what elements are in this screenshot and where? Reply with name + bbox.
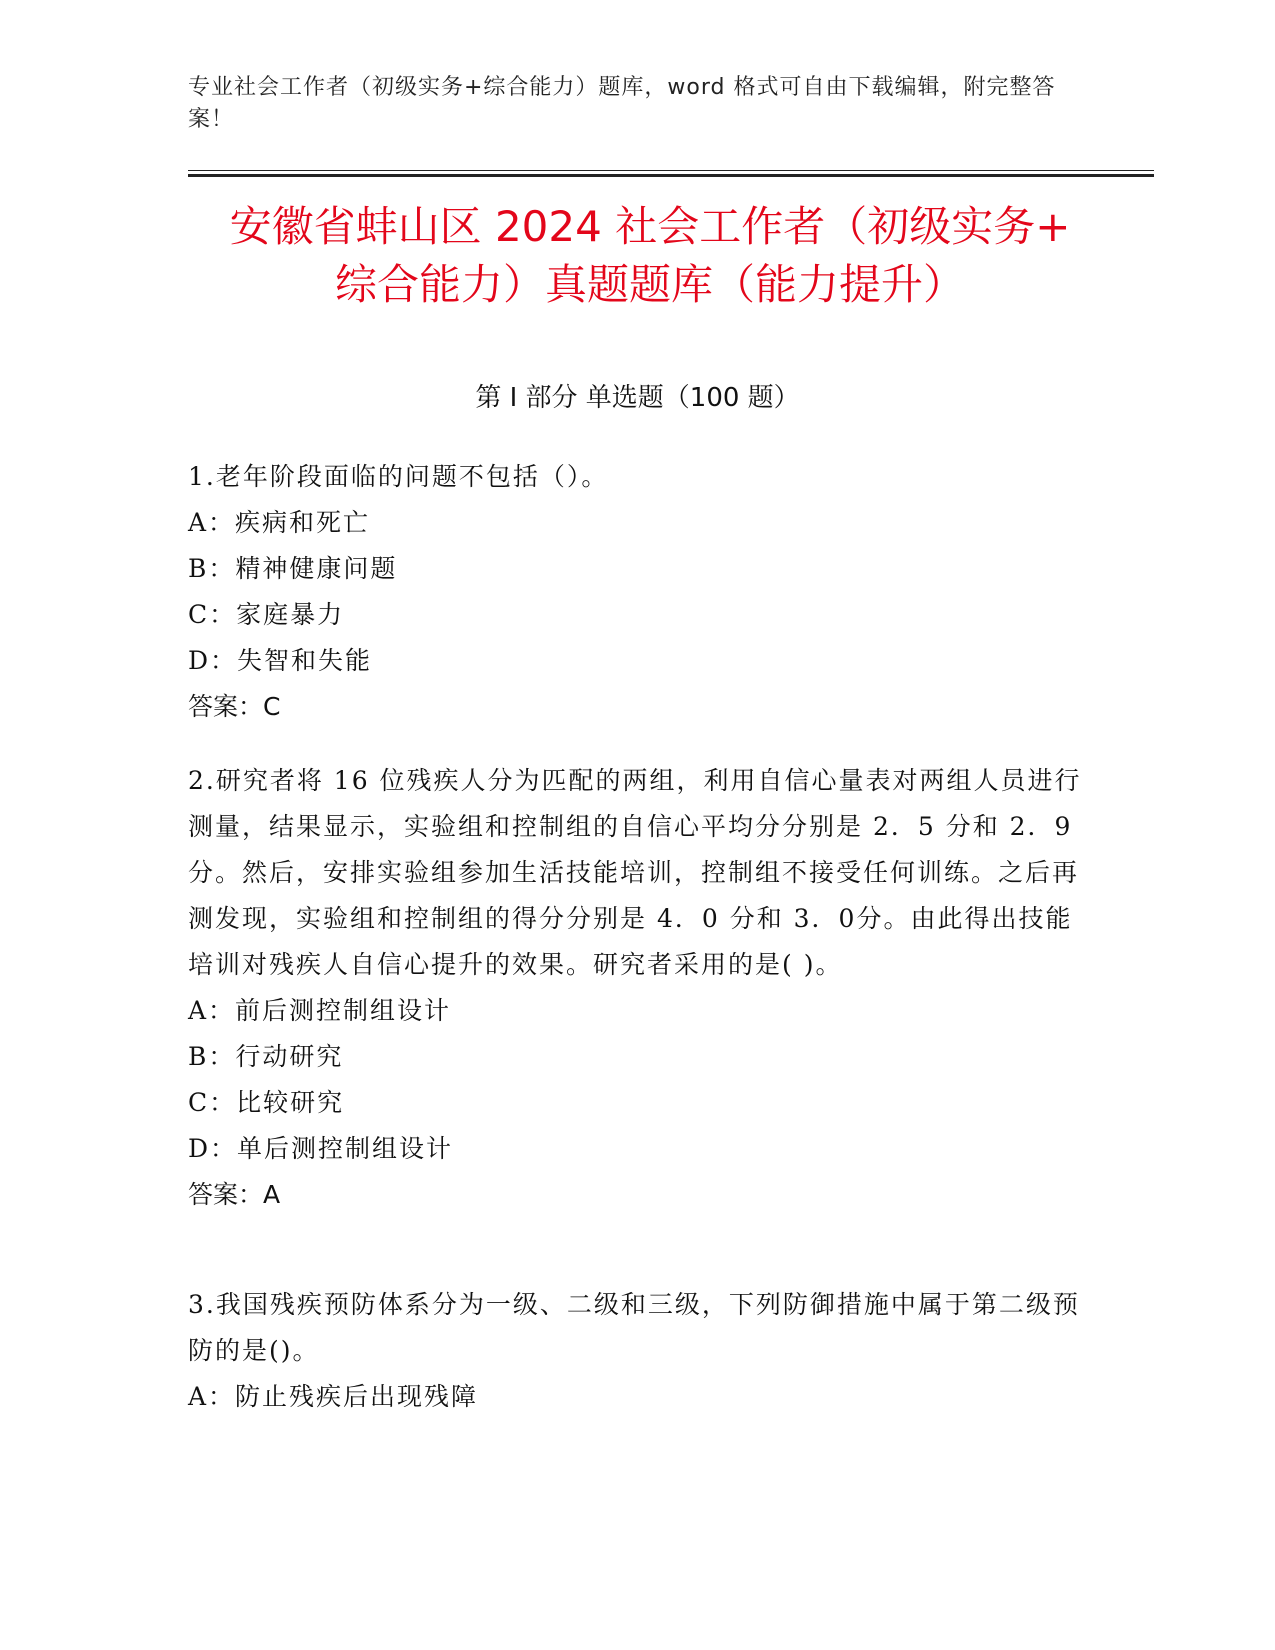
option-b: B：行动研究 xyxy=(188,1042,344,1071)
question-stem: 1.老年阶段面临的问题不包括（）。 xyxy=(188,462,609,491)
answer: 答案：C xyxy=(188,692,281,721)
header-divider-thin xyxy=(188,170,1154,171)
document-title-line-1: 安徽省蚌山区 2024 社会工作者（初级实务+ xyxy=(229,202,1071,251)
option-c: C：家庭暴力 xyxy=(188,600,345,629)
option-d: D：单后测控制组设计 xyxy=(188,1134,454,1163)
question-stem: 3.我国残疾预防体系分为一级、二级和三级，下列防御措施中属于第二级预防的是()。 xyxy=(188,1290,1080,1365)
option-a: A：前后测控制组设计 xyxy=(188,996,452,1025)
option-a: A：防止残疾后出现残障 xyxy=(188,1382,479,1411)
document-title-line-2: 综合能力）真题题库（能力提升） xyxy=(334,260,965,309)
question-2 xyxy=(188,758,1088,1218)
question-3 xyxy=(188,1282,1088,1420)
option-b: B：精神健康问题 xyxy=(188,554,398,583)
answer: 答案：A xyxy=(188,1180,281,1209)
document-title xyxy=(150,198,1150,314)
section-heading: 第 I 部分 单选题（100 题） xyxy=(475,383,800,413)
question-stem: 2.研究者将 16 位残疾人分为匹配的两组，利用自信心量表对两组人员进行测量，结果显示，实验组和控制组的自信心平均分分别是 2．5 分和 2．9 分。然后，安排实验组参加生活技能培训，控制组不接受任何训练。之后再测发现，实验组和控制组的得分分别是 4．0 分和 3．0分。由此得出技能培训对残疾人自信心提升的效果。研究者采用的是( )。 xyxy=(188,766,1082,979)
header-divider-thick xyxy=(188,174,1154,177)
document-header-note: 专业社会工作者（初级实务+综合能力）题库，word 格式可自由下载编辑，附完整答案！ xyxy=(188,75,1056,132)
option-d: D：失智和失能 xyxy=(188,646,373,675)
question-1 xyxy=(188,454,1088,730)
option-c: C：比较研究 xyxy=(188,1088,345,1117)
option-a: A：疾病和死亡 xyxy=(188,508,371,537)
